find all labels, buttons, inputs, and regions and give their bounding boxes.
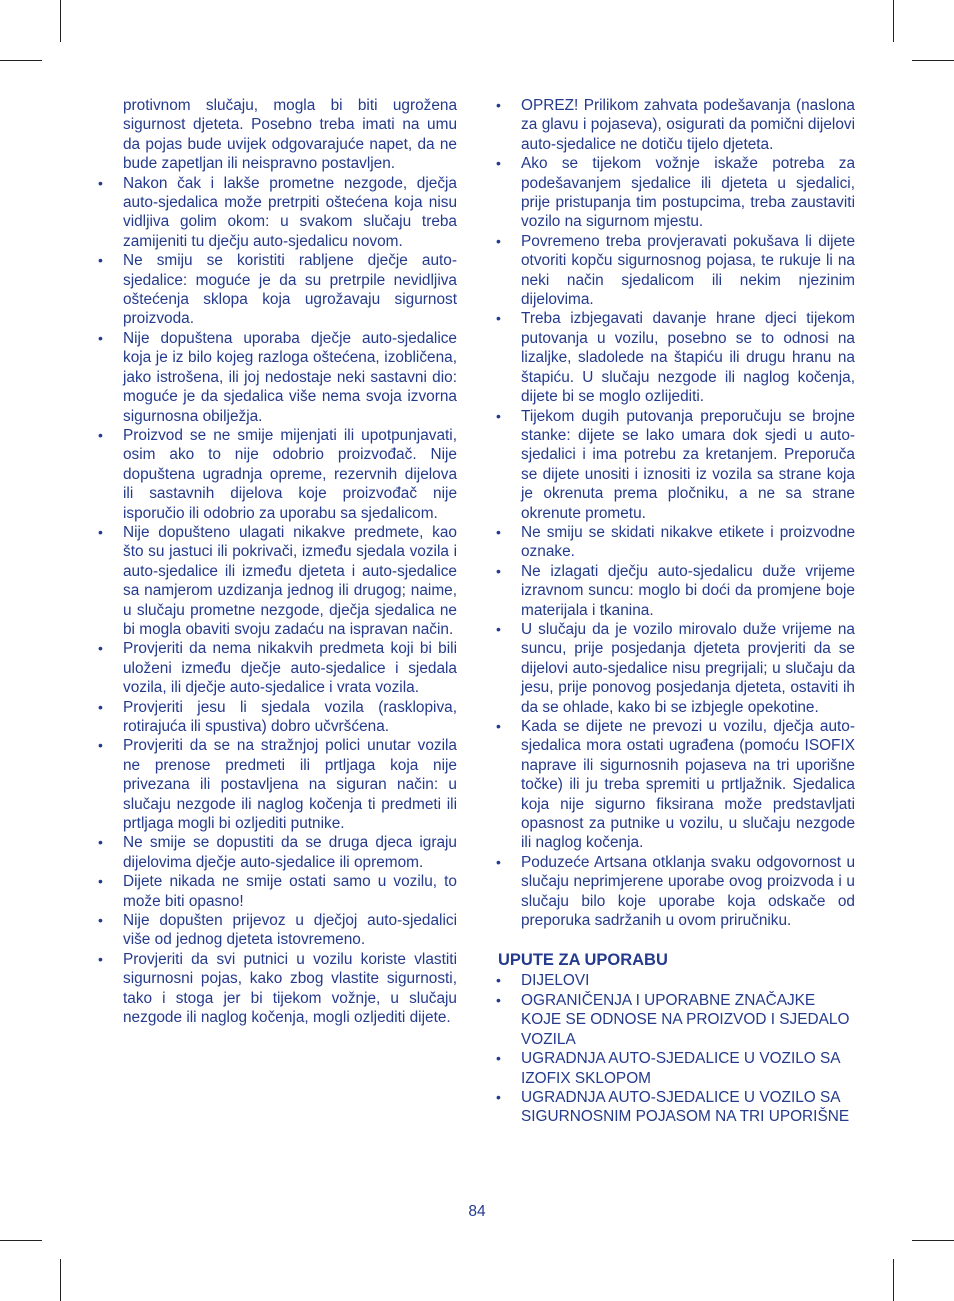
contents-item: • UGRADNJA AUTO-SJEDALICE U VOZILO SA SIGURNOSNIM POJASOM NA TRI UPORIŠNE	[521, 1088, 855, 1127]
crop-mark	[60, 1259, 61, 1301]
page-number: 84	[468, 1203, 486, 1220]
list-item: • Dijete nikada ne smije ostati samo u vozilu, to može biti opasno!	[123, 872, 457, 911]
list-item: • Ne smiju se koristiti rabljene dječje auto-sjedalice: moguće je da su pretrpile nevidljiva oštećenja sklopa koja ugrožavaju sigurnost proizvoda.	[123, 251, 457, 329]
list-item: • Provjeriti da se na stražnjoj polici unutar vozila ne prenose predmeti ili prtljaga koja nije privezana ili postavljena na siguran način: u slučaju nezgode ili naglog kočenja ti predmeti ili prtljaga mogli bi ozljediti putnike.	[123, 736, 457, 833]
crop-mark	[912, 60, 954, 61]
intro-paragraph: protivnom slučaju, mogla bi biti ugrožena sigurnost djeteta. Posebno treba imati na umu da pojas bude uvijek odgovarajuće napet, da ne bude zapetljan ili neispravno postavljen.	[123, 97, 457, 173]
crop-mark	[912, 1240, 954, 1241]
list-item: • Nije dopuštena uporaba dječje auto-sjedalice koja je iz bilo kojeg razloga oštećena, izobličena, jako istrošena, ili joj nedostaje neki sastavni dio: moguće je da sjedalica više nema svoja izvorna sigurnosna obilježja.	[123, 329, 457, 426]
contents-item: • UGRADNJA AUTO-SJEDALICE U VOZILO SA IZOFIX SKLOPOM	[521, 1049, 855, 1088]
contents-item: • DIJELOVI	[521, 971, 855, 990]
left-column	[123, 96, 457, 1028]
crop-mark	[0, 1240, 42, 1241]
safety-list-right	[521, 96, 855, 930]
list-item: • Provjeriti jesu li sjedala vozila (rasklopiva, rotirajuća ili spustiva) dobro učvršćena.	[123, 698, 457, 737]
crop-mark	[893, 1259, 894, 1301]
list-item: • Proizvod se ne smije mijenjati ili upotpunjavati, osim ako to nije odobrio proizvođač. Nije dopuštena ugradnja opreme, rezervnih dijelova ili sastavnih dijelova koje proizvođač nije isporučio ili odobrio za uporabu sa sjedalicom.	[123, 426, 457, 523]
list-item: • Nije dopušteno ulagati nikakve predmete, kao što su jastuci ili pokrivači, između sjedala vozila i auto-sjedalice ili između djeteta i auto-sjedalice sa namjerom uzdizanja jednog ili drugog; naime, u slučaju prometne nezgode, dječja sjedalica ne bi mogla obaviti svoju zadaću na ispravan način.	[123, 523, 457, 639]
crop-mark	[0, 60, 42, 61]
section-title: UPUTE ZA UPORABU	[498, 951, 668, 970]
list-item: • OPREZ! Prilikom zahvata podešavanja (naslona za glavu i pojaseva), osigurati da pomični dijelovi auto-sjedalice ne dotiču tijelo djeteta.	[521, 96, 855, 154]
instructions-contents-list	[521, 971, 855, 1126]
list-item: • Ne smiju se skidati nikakve etikete i proizvodne oznake.	[521, 523, 855, 562]
list-item: • U slučaju da je vozilo mirovalo duže vrijeme na suncu, prije posjedanja djeteta provjeriti da se dijelovi auto-sjedalice nisu pregrijali; u slučaju da jesu, prije ponovog posjedanja djeteta, ostaviti ih da se ohlade, kako bi se izbjegle opekotine.	[521, 620, 855, 717]
list-item: • Kada se dijete ne prevozi u vozilu, dječja auto-sjedalica mora ostati ugrađena (pomoću ISOFIX naprave ili sigurnosnih pojaseva na tri uporišne točke) ili ju treba spremiti u prtljažnik. Sjedalica koja nije sigurno fiksirana može predstavljati opasnost za putnike u vozilu, u slučaju nezgode ili naglog kočenja.	[521, 717, 855, 853]
list-item: • Treba izbjegavati davanje hrane djeci tijekom putovanja u vozilu, posebno se to odnosi na lizaljke, sladolede na štapiću ili drugu hranu na štapiću. U slučaju nezgode ili naglog kočenja, dijete bi se moglo ozlijediti.	[521, 309, 855, 406]
safety-list-left	[123, 174, 457, 1028]
crop-mark	[893, 0, 894, 42]
list-item: • Nakon čak i lakše prometne nezgode, dječja auto-sjedalica može pretrpiti oštećena koja nisu vidljiva golim okom: u svakom slučaju treba zamijeniti tu dječju auto-sjedalicu novom.	[123, 174, 457, 252]
list-item: • Provjeriti da svi putnici u vozilu koriste vlastiti sigurnosni pojas, kako zbog vlastite sigurnosti, tako i stoga jer bi tijekom vožnje, u slučaju nezgode ili naglog kočenja, mogli ozljediti dijete.	[123, 950, 457, 1028]
crop-mark	[60, 0, 61, 42]
list-item: • Ne izlagati dječju auto-sjedalicu duže vrijeme izravnom suncu: moglo bi doći da promjene boje materijala i tkanina.	[521, 562, 855, 620]
list-item: • Nije dopušten prijevoz u dječjoj auto-sjedalici više od jednog djeteta istovremeno.	[123, 911, 457, 950]
list-item: • Ako se tijekom vožnje iskaže potreba za podešavanjem sjedalice ili djeteta u sjedalici, prije pristupanja tim postupcima, treba zaustaviti vozilo na sigurnom mjestu.	[521, 154, 855, 232]
list-item: • Provjeriti da nema nikakvih predmeta koji bi bili uloženi između dječje auto-sjedalice i sjedala vozila, ili dječje auto-sjedalice i vrata vozila.	[123, 639, 457, 697]
list-item: • Tijekom dugih putovanja preporučuju se brojne stanke: dijete se lako umara dok sjedi u auto-sjedalici i ima potrebu za kretanjem. Preporuča se dijete unositi i iznositi iz vozila sa strane koja je okrenuta prema pločniku, a ne sa strane okrenute prometu.	[521, 407, 855, 523]
list-item: • Povremeno treba provjeravati pokušava li dijete otvoriti kopču sigurnosnog pojasa, te rukuje li na neki način sjedalicom ili nekim njezinim dijelovima.	[521, 232, 855, 310]
list-item: • Poduzeće Artsana otklanja svaku odgovornost u slučaju neprimjerene uporabe ovog proizvoda i u slučaju bilo koje uporabe koja odskače od preporuka sadržanih u ovom priručniku.	[521, 853, 855, 931]
contents-item: • OGRANIČENJA I UPORABNE ZNAČAJKE KOJE SE ODNOSE NA PROIZVOD I SJEDALO VOZILA	[521, 991, 855, 1049]
right-column	[498, 96, 855, 1127]
list-item: • Ne smije se dopustiti da se druga djeca igraju dijelovima dječje auto-sjedalice ili opremom.	[123, 833, 457, 872]
